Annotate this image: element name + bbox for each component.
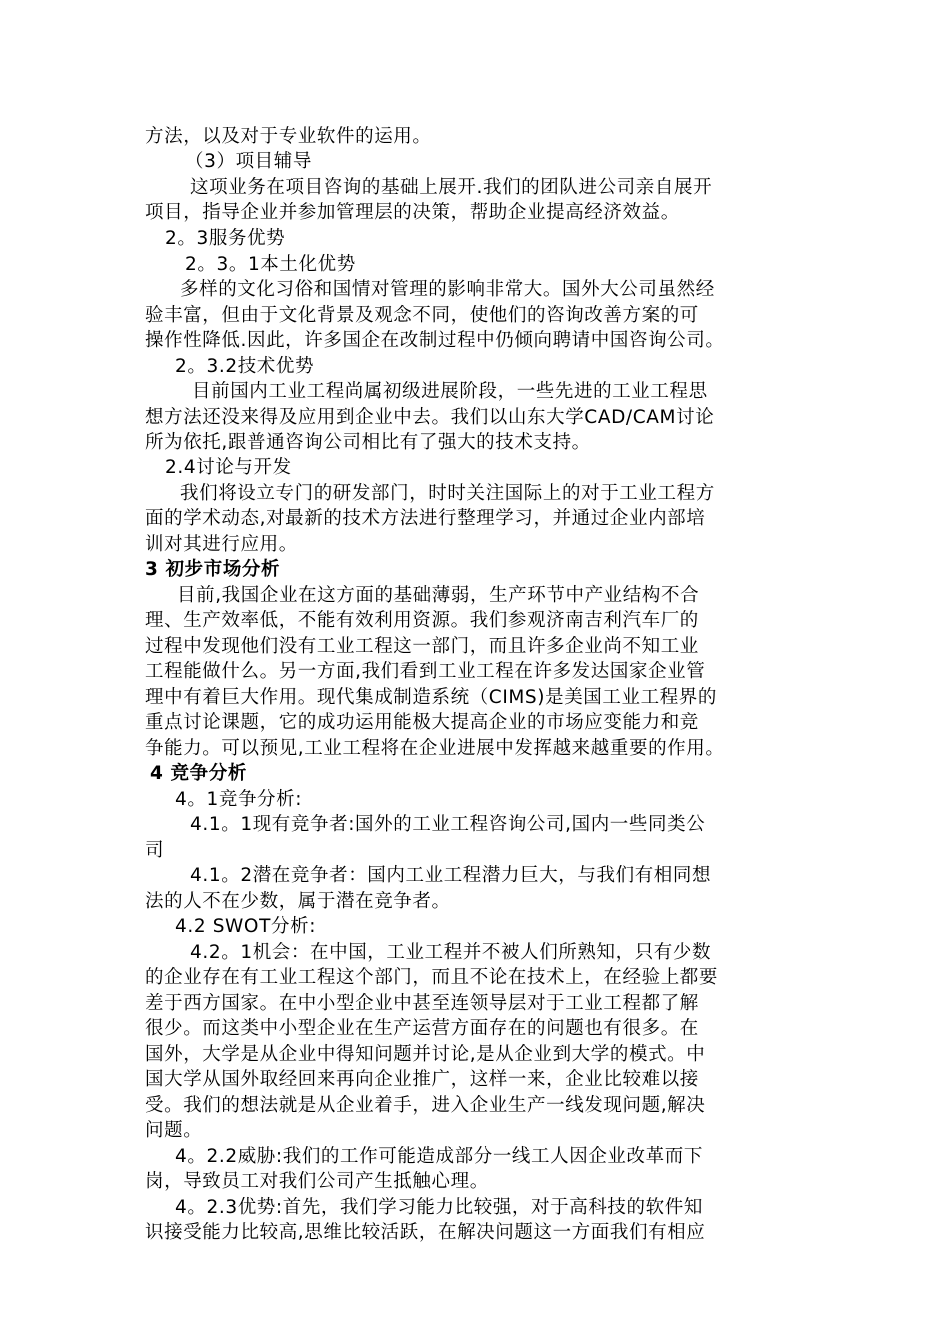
text-line: 差于西方国家。在中小型企业中甚至连领导层对于工业工程都了解 xyxy=(145,993,699,1014)
section-heading: 2.4讨论与开发 xyxy=(165,457,292,478)
text-line: 多样的文化习俗和国情对管理的影响非常大。国外大公司虽然经 xyxy=(180,279,715,300)
text-line: 国大学从国外取经回来再向企业推广，这样一来，企业比较难以接 xyxy=(145,1069,699,1090)
text-line: 理、生产效率低，不能有效利用资源。我们参观济南吉利汽车厂的 xyxy=(145,610,699,631)
text-line: 项目，指导企业并参加管理层的决策，帮助企业提高经济效益。 xyxy=(145,202,680,223)
text-line: 重点讨论课题，它的成功运用能极大提高企业的市场应变能力和竞 xyxy=(145,712,699,733)
text-line: 所为依托,跟普通咨询公司相比有了强大的技术支持。 xyxy=(145,432,591,453)
text-line: 4.1。1现有竞争者:国外的工业工程咨询公司,国内一些同类公 xyxy=(190,814,706,835)
chapter-heading: 3 初步市场分析 xyxy=(145,559,281,580)
text-line: 训对其进行应用。 xyxy=(145,534,298,555)
section-heading: 2。3服务优势 xyxy=(165,228,286,249)
section-heading: 4.2 SWOT分析: xyxy=(175,916,317,937)
subsection-heading: 2。3.2技术优势 xyxy=(175,356,315,377)
text-line: 识接受能力比较高,思维比较活跃，在解决问题这一方面我们有相应 xyxy=(145,1222,706,1243)
text-line: （3）项目辅导 xyxy=(185,151,312,172)
text-line: 司 xyxy=(145,840,165,861)
text-line: 法的人不在少数，属于潜在竞争者。 xyxy=(145,891,451,912)
text-line: 4.1。2潜在竞争者：国内工业工程潜力巨大，与我们有相同想 xyxy=(190,865,712,886)
text-line: 操作性降低.因此，许多国企在改制过程中仍倾向聘请中国咨询公司。 xyxy=(145,330,725,351)
text-line: 方法，以及对于专业软件的运用。 xyxy=(145,126,432,147)
text-line: 的企业存在有工业工程这个部门，而且不论在技术上，在经验上都要 xyxy=(145,967,719,988)
text-line: 目前,我国企业在这方面的基础薄弱，生产环节中产业结构不合 xyxy=(177,585,700,606)
subsection-heading: 2。3。1本土化优势 xyxy=(185,254,356,275)
text-line: 想方法还没来得及应用到企业中去。我们以山东大学CAD/CAM讨论 xyxy=(145,407,715,428)
text-line: 4。2.3优势:首先，我们学习能力比较强，对于高科技的软件知 xyxy=(175,1197,703,1218)
text-line: 工程能做什么。另一方面,我们看到工业工程在许多发达国家企业管 xyxy=(145,661,706,682)
text-line: 4.2。1机会：在中国，工业工程并不被人们所熟知，只有少数 xyxy=(190,942,712,963)
text-line: 理中有着巨大作用。现代集成制造系统（CIMS)是美国工业工程界的 xyxy=(145,687,717,708)
text-line: 验丰富，但由于文化背景及观念不同，使他们的咨询改善方案的可 xyxy=(145,305,699,326)
text-line: 4。2.2威胁:我们的工作可能造成部分一线工人因企业改革而下 xyxy=(175,1146,703,1167)
text-line: 过程中发现他们没有工业工程这一部门，而且许多企业尚不知工业 xyxy=(145,636,699,657)
text-line: 岗，导致员工对我们公司产生抵触心理。 xyxy=(145,1171,489,1192)
section-heading: 4。1竞争分析: xyxy=(175,789,303,810)
text-line: 问题。 xyxy=(145,1120,203,1141)
text-line: 目前国内工业工程尚属初级进展阶段，一些先进的工业工程思 xyxy=(192,381,708,402)
text-line: 国外，大学是从企业中得知问题并讨论,是从企业到大学的模式。中 xyxy=(145,1044,706,1065)
text-line: 受。我们的想法就是从企业着手，进入企业生产一线发现问题,解决 xyxy=(145,1095,706,1116)
text-line: 很少。而这类中小型企业在生产运营方面存在的问题也有很多。在 xyxy=(145,1018,699,1039)
text-line: 我们将设立专门的研发部门，时时关注国际上的对于工业工程方 xyxy=(180,483,715,504)
chapter-heading: 4 竞争分析 xyxy=(150,763,247,784)
text-line: 面的学术动态,对最新的技术方法进行整理学习，并通过企业内部培 xyxy=(145,508,706,529)
text-line: 这项业务在项目咨询的基础上展开.我们的团队进公司亲自展开 xyxy=(190,177,713,198)
text-line: 争能力。可以预见,工业工程将在企业进展中发挥越来越重要的作用。 xyxy=(145,738,725,759)
